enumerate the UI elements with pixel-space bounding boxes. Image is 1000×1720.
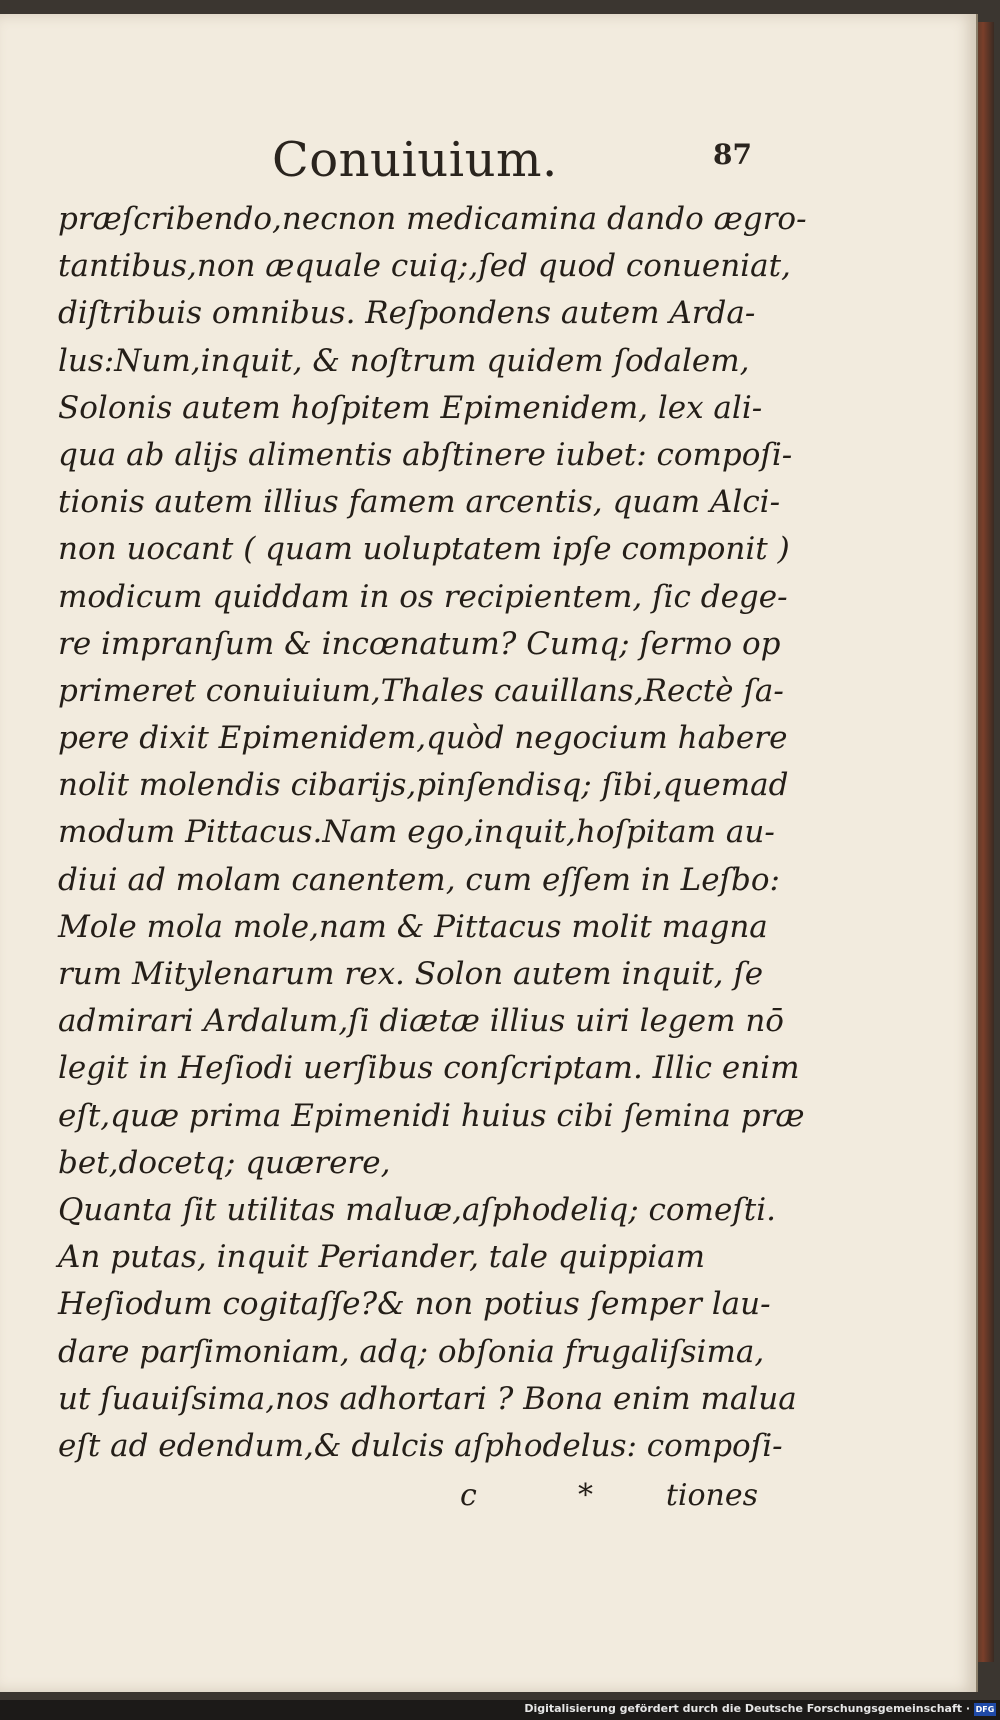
running-title: Conuiuium. bbox=[272, 132, 558, 188]
text-line: pere dixit Epimenidem,quòd negocium habere bbox=[58, 720, 788, 757]
text-line: diui ad molam canentem, cum eſſem in Leſbo: bbox=[58, 861, 780, 898]
text-line: modum Pittacus.Nam ego,inquit,hoſpitam au- bbox=[58, 814, 775, 851]
text-line: Solonis autem hoſpitem Epimenidem, lex ali- bbox=[58, 389, 763, 426]
page-number: 87 bbox=[713, 138, 752, 171]
text-line: ut ſuauiſsima,nos adhortari ? Bona enim malua bbox=[58, 1380, 797, 1417]
text-line: diſtribuis omnibus. Reſpondens autem Arda- bbox=[58, 295, 756, 332]
text-line: Quanta ſit utilitas maluæ,aſphodeliq; comeſti. bbox=[58, 1191, 776, 1228]
text-line: tantibus,non æquale cuiq;,ſed quod conueniat, bbox=[58, 248, 791, 285]
signature-star: * bbox=[578, 1478, 593, 1513]
text-line: eſt ad edendum,& dulcis aſphodelus: compoſi- bbox=[58, 1427, 783, 1464]
text-block bbox=[58, 196, 807, 1470]
text-line: non uocant ( quam uoluptatem ipſe componit ) bbox=[58, 531, 790, 568]
text-line: eſt,quæ prima Epimenidi huius cibi ſemina præ bbox=[58, 1097, 805, 1134]
text-line: præſcribendo,necnon medicamina dando ægro- bbox=[58, 201, 807, 237]
text-line: rum Mitylenarum rex. Solon autem inquit, ſe bbox=[58, 956, 764, 992]
text-line: dare parſimoniam, adq; obſonia frugaliſsima, bbox=[58, 1333, 765, 1370]
page-header bbox=[272, 132, 752, 192]
text-line: An putas, inquit Periander, tale quippiam bbox=[58, 1239, 706, 1276]
book-edge bbox=[976, 22, 994, 1662]
signature-line bbox=[58, 1478, 758, 1526]
text-line: re impranſum & incœnatum? Cumq; ſermo op bbox=[58, 625, 781, 662]
text-line: nolit molendis cibarijs,pinſendisq; ſibi,quemad bbox=[58, 767, 789, 804]
text-line: tionis autem illius famem arcentis, quam Alci- bbox=[58, 484, 781, 521]
book-page bbox=[0, 14, 978, 1692]
footer-strip bbox=[0, 1700, 1000, 1720]
text-line: primeret conuiuium,Thales cauillans,Rectè ſa- bbox=[58, 672, 784, 709]
dfg-logo: DFG bbox=[975, 1705, 995, 1714]
text-line: modicum quiddam in os recipientem, ſic dege- bbox=[58, 578, 788, 615]
text-line: Heſiodum cogitaſſe?& non potius ſemper lau- bbox=[58, 1286, 771, 1323]
text-line: qua ab alijs alimentis abſtinere iubet: compoſi- bbox=[58, 436, 793, 473]
text-line: admirari Ardalum,ſi diætæ illius uiri legem nō bbox=[58, 1003, 784, 1040]
signature-mark: c bbox=[460, 1478, 477, 1513]
text-line: legit in Heſiodi uerſibus conſcriptam. Illic enim bbox=[58, 1050, 800, 1087]
catchword: tiones bbox=[665, 1478, 758, 1513]
funding-credit: Digitalisierung gefördert durch die Deutsche Forschungsgemeinschaft · bbox=[524, 1702, 970, 1715]
text-line: bet,docetq; quærere, bbox=[58, 1144, 391, 1181]
text-line: Mole mola mole,nam & Pittacus molit magna bbox=[58, 908, 768, 945]
text-line: lus:Num,inquit, & noſtrum quidem ſodalem, bbox=[58, 342, 750, 379]
